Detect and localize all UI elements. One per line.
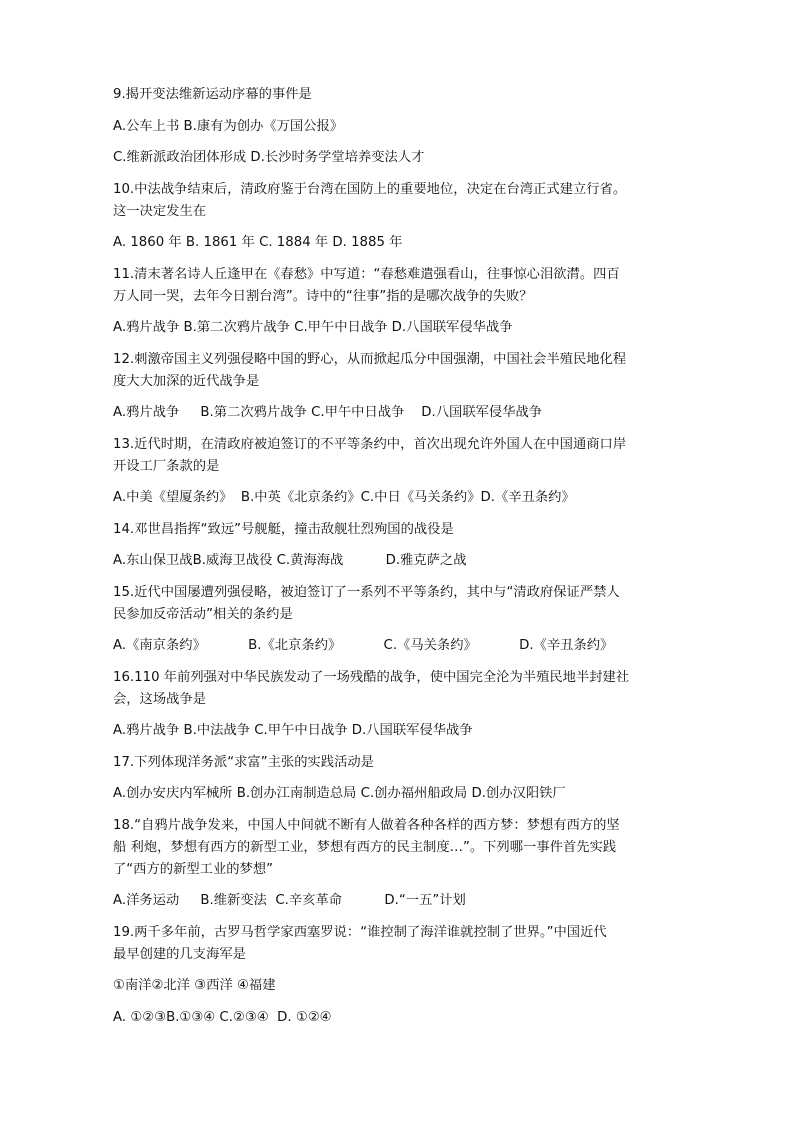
question-stem: 19.两千多年前，古罗马哲学家西塞罗说：“谁控制了海洋谁就控制了世界。”中国近代 (113, 924, 607, 940)
question-stem: 10.中法战争结束后，清政府鉴于台湾在国防上的重要地位，决定在台湾正式建立行省。 (113, 181, 627, 197)
question-13 (113, 434, 688, 510)
question-stem: 9.揭开变法维新运动序幕的事件是 (113, 87, 312, 102)
question-options: A.洋务运动 B.维新变法 C.辛亥革命 D.“一五”计划 (113, 893, 466, 908)
question-options: ①南洋②北洋 ③西洋 ④福建 (113, 978, 276, 993)
question-stem: 会，这场战争是 (113, 691, 207, 707)
question-stem: 15.近代中国屡遭列强侵略，被迫签订了一系列不平等条约，其中与“清政府保证严禁人 (113, 584, 620, 600)
question-stem: 18.“自鸦片战争发来，中国人中间就不断有人做着各种各样的西方梦：梦想有西方的坚 (113, 817, 620, 833)
question-15 (113, 582, 688, 658)
question-options: A.鸦片战争 B.第二次鸦片战争 C.甲午中日战争 D.八国联军侵华战争 (113, 320, 513, 335)
question-options: A.公车上书 B.康有为创办《万国公报》 (113, 118, 344, 134)
question-sheet (113, 84, 688, 1029)
question-stem: 16.110 年前列强对中华民族发动了一场残酷的战争，使中国完全沦为半殖民地半封建社 (113, 669, 630, 685)
question-stem: 民参加反帝活动”相关的条约是 (113, 606, 293, 622)
question-stem: 开设工厂条款的是 (113, 458, 220, 474)
question-stem: 17.下列体现洋务派“求富”主张的实践活动是 (113, 754, 374, 770)
question-options: A.创办安庆内军械所 B.创办江南制造总局 C.创办福州船政局 D.创办汉阳铁厂 (113, 786, 566, 801)
question-stem: 船 利炮，梦想有西方的新型工业，梦想有西方的民主制度…”。下列哪一事件首先实践 (113, 839, 617, 855)
question-9 (113, 84, 688, 169)
question-stem: 11.清末著名诗人丘逢甲在《春愁》中写道：“春愁难遣强看山，往事惊心泪欲潸。四百 (113, 266, 620, 282)
question-14 (113, 519, 688, 573)
question-stem: 最早创建的几支海军是 (113, 946, 246, 962)
question-16 (113, 667, 688, 743)
question-options: A.东山保卫战B.威海卫战役 C.黄海海战 D.雅克萨之战 (113, 553, 467, 568)
question-options: A. 1860 年 B. 1861 年 C. 1884 年 D. 1885 年 (113, 235, 403, 250)
question-options: A.中美《望厦条约》 B.中英《北京条约》C.中日《马关条约》D.《辛丑条约》 (113, 490, 575, 505)
question-options: A. ①②③B.①③④ C.②③④ D. ①②④ (113, 1009, 332, 1025)
question-stem: 万人同一哭，去年今日割台湾”。诗中的“往事”指的是哪次战争的失败？ (113, 288, 533, 304)
question-11 (113, 264, 688, 340)
question-19 (113, 922, 688, 1029)
question-stem: 13.近代时期，在清政府被迫签订的不平等条约中，首次出现允许外国人在中国通商口岸 (113, 436, 627, 452)
question-10 (113, 179, 688, 255)
question-12 (113, 349, 688, 425)
question-stem: 度大大加深的近代战争是 (113, 373, 260, 389)
question-stem: 了“西方的新型工业的梦想” (113, 861, 274, 877)
question-options: A.鸦片战争 B.第二次鸦片战争 C.甲午中日战争 D.八国联军侵华战争 (113, 405, 543, 420)
question-17 (113, 752, 688, 806)
question-options: A.《南京条约》 B.《北京条约》 C.《马关条约》 D.《辛丑条约》 (113, 638, 614, 653)
question-options: A.鸦片战争 B.中法战争 C.甲午中日战争 D.八国联军侵华战争 (113, 723, 473, 738)
question-18 (113, 815, 688, 913)
question-stem: 14.邓世昌指挥“致远”号舰艇，撞击敌舰壮烈殉国的战役是 (113, 521, 454, 537)
question-stem: 这一决定发生在 (113, 203, 207, 219)
question-options: C.维新派政治团体形成 D.长沙时务学堂培养变法人才 (113, 150, 425, 165)
question-stem: 12.刺激帝国主义列强侵略中国的野心，从而掀起瓜分中国强潮，中国社会半殖民地化程 (113, 351, 627, 367)
